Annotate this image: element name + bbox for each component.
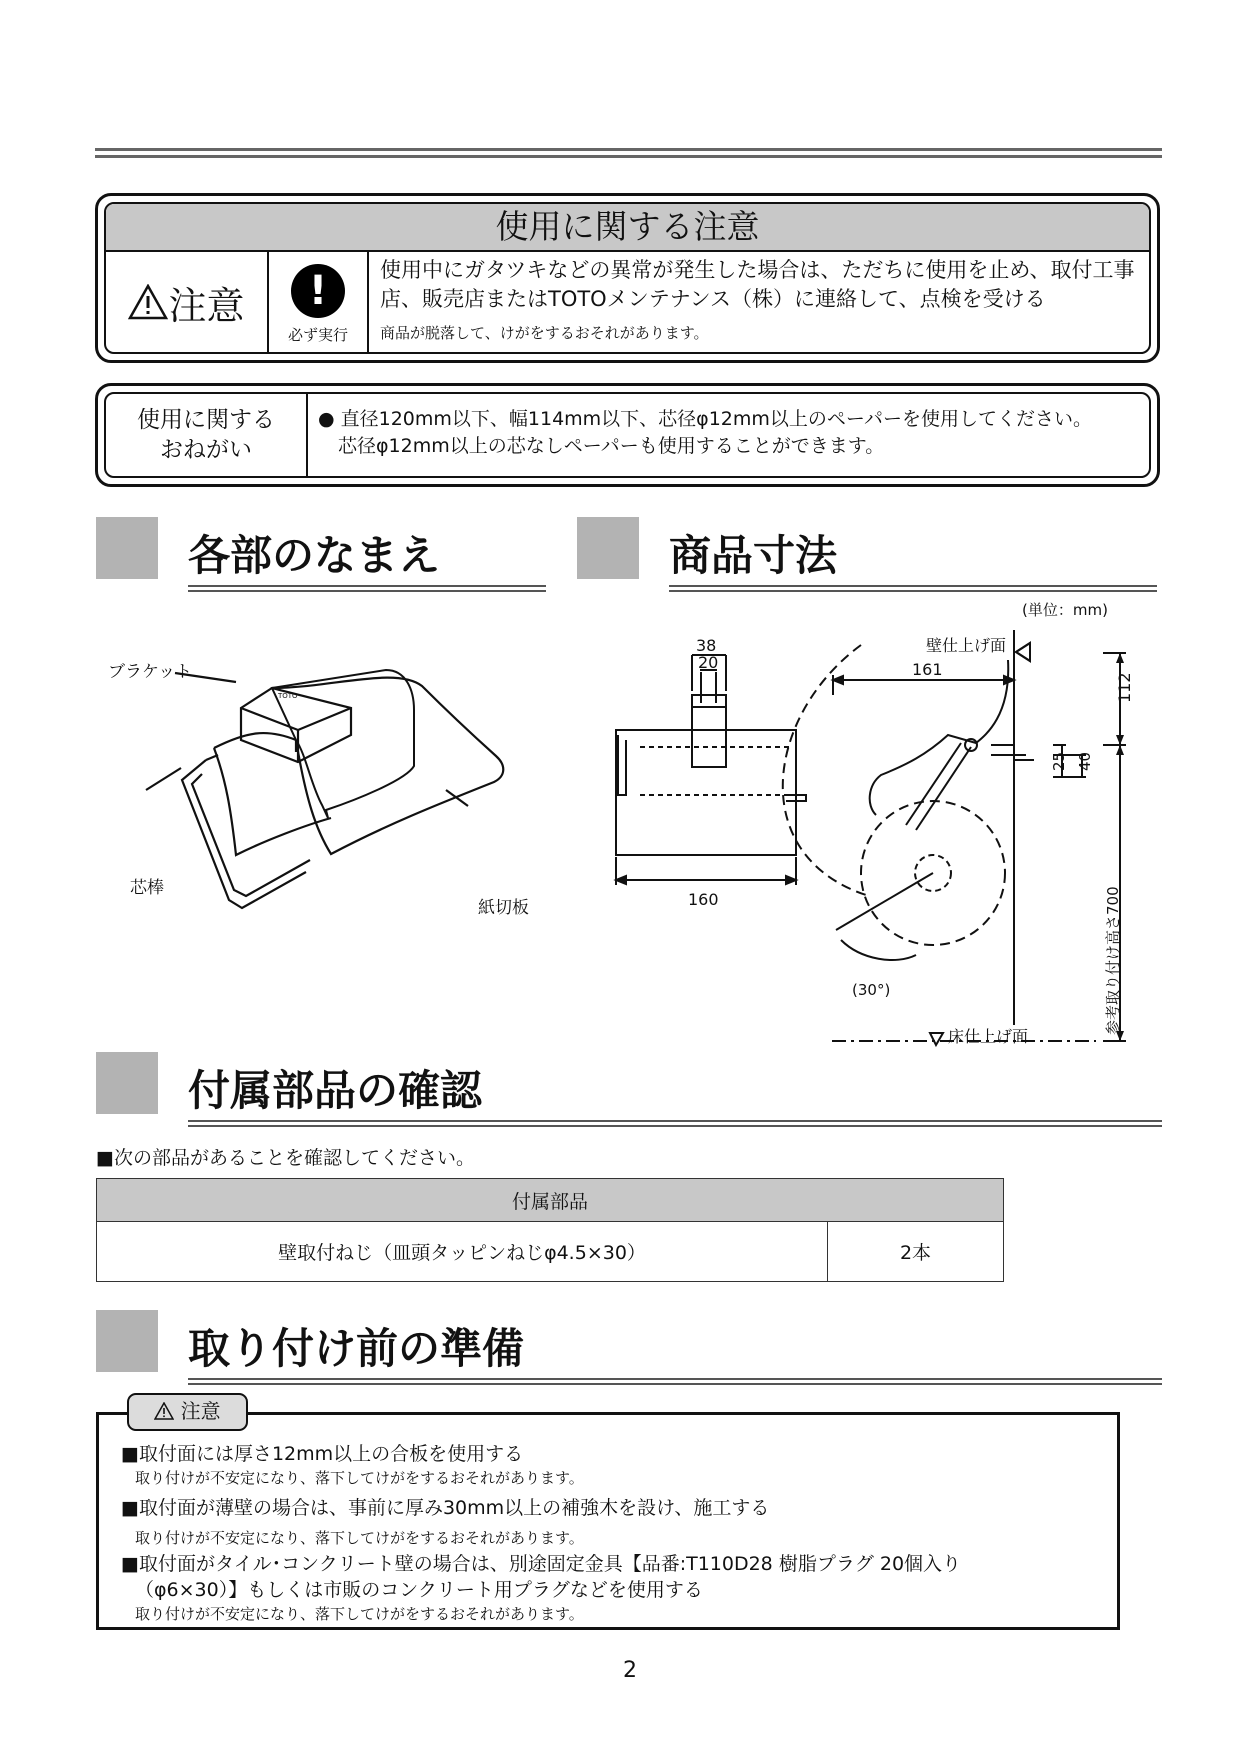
section-title: 各部のなまえ — [188, 531, 441, 580]
label-cutter: 紙切板 — [478, 898, 529, 918]
dim-20: 20 — [698, 653, 719, 672]
request-box — [95, 383, 1160, 487]
label-bracket: ブラケット — [108, 662, 193, 682]
request-line2: 芯径φ12mm以上の芯なしペーパーも使用することができます。 — [338, 435, 885, 457]
accessories-table — [96, 1178, 1004, 1282]
dim-160: 160 — [688, 890, 719, 909]
section-title: 取り付け前の準備 — [188, 1324, 525, 1373]
top-rule — [95, 155, 1162, 158]
prep-item-3-sub: 取り付けが不安定になり、落下してけがをするおそれがあります。 — [135, 1605, 584, 1623]
prep-item-1-sub: 取り付けが不安定になり、落下してけがをするおそれがあります。 — [135, 1469, 584, 1487]
unit-label: (単位：mm) — [1022, 601, 1108, 619]
caution-title: 使用に関する注意 — [106, 204, 1149, 252]
dimension-drawing — [596, 595, 1162, 1095]
section-marker-icon — [96, 1310, 158, 1372]
dim-112: 112 — [1115, 672, 1134, 703]
caution-tag-label: 注意 — [180, 1399, 221, 1423]
exclamation-icon: ! — [291, 264, 345, 318]
table-cell-qty: 2本 — [828, 1222, 1004, 1282]
section-title: 商品寸法 — [669, 531, 838, 580]
prep-item-3: ■取付面がタイル･コンクリート壁の場合は、別途固定金具【品番:T110D28 樹脂プラグ 20個入り — [121, 1553, 962, 1575]
section-marker-icon — [96, 517, 158, 579]
floor-finish-label: 床仕上げ面 — [948, 1027, 1029, 1046]
section-marker-icon — [96, 1052, 158, 1114]
warning-triangle-icon — [128, 284, 168, 320]
caution-level-label: 注意 — [168, 283, 245, 328]
caution-level — [106, 252, 269, 352]
caution-tag — [127, 1393, 248, 1431]
caution-text — [380, 256, 1141, 343]
request-label-line1: 使用に関する — [137, 407, 275, 433]
must-do-label: 必ず実行 — [287, 326, 348, 344]
angle-label: (30°) — [852, 981, 891, 999]
top-rule — [95, 148, 1162, 151]
preparation-caution-box — [96, 1412, 1120, 1630]
section-parts-names — [96, 517, 546, 593]
dim-38: 38 — [696, 636, 717, 655]
label-core-rod: 芯棒 — [130, 878, 164, 898]
prep-item-2-sub: 取り付けが不安定になり、落下してけがをするおそれがあります。 — [135, 1529, 584, 1547]
section-marker-icon — [577, 517, 639, 579]
request-label — [106, 394, 308, 476]
parts-diagram — [96, 640, 566, 980]
warning-triangle-icon — [154, 1402, 174, 1420]
prep-item-3-cont: （φ6×30）】もしくは市販のコンクリート用プラグなどを使用する — [135, 1579, 703, 1601]
section-preparation — [96, 1310, 1162, 1386]
accessories-intro: ■次の部品があることを確認してください。 — [96, 1147, 475, 1169]
table-cell-item: 壁取付ねじ（皿頭タッピンねじφ4.5×30） — [97, 1222, 828, 1282]
dim-40: 40 — [1076, 751, 1094, 771]
prep-item-2: ■取付面が薄壁の場合は、事前に厚み30mm以上の補強木を設け、施工する — [121, 1497, 770, 1519]
dim-161: 161 — [912, 660, 943, 679]
height-ref-label: 参考取り付け高さ700 — [1104, 886, 1122, 1035]
brand-logo: TOTO — [278, 692, 298, 700]
request-label-line2: おねがい — [160, 437, 252, 463]
table-header: 付属部品 — [97, 1179, 1004, 1222]
must-do-cell — [269, 252, 369, 352]
section-accessories — [96, 1052, 1162, 1128]
caution-line1: 使用中にガタツキなどの異常が発生した場合は、ただちに使用を止め、取付工事 — [380, 258, 1135, 282]
wall-finish-label: 壁仕上げ面 — [926, 636, 1007, 655]
caution-box — [95, 193, 1160, 363]
request-text — [318, 406, 1141, 460]
section-dimensions — [577, 517, 1157, 593]
dim-25: 25 — [1050, 751, 1068, 771]
prep-item-1: ■取付面には厚さ12mm以上の合板を使用する — [121, 1443, 524, 1465]
caution-sub: 商品が脱落して、けがをするおそれがあります。 — [380, 324, 709, 342]
caution-line2: 店、販売店またはTOTOメンテナンス（株）に連絡して、点検を受ける — [380, 287, 1046, 311]
page-number: 2 — [623, 1658, 637, 1683]
section-title: 付属部品の確認 — [188, 1066, 483, 1115]
request-line1: ● 直径120mm以下、幅114mm以下、芯径φ12mm以上のペーパーを使用してください。 — [318, 408, 1092, 430]
